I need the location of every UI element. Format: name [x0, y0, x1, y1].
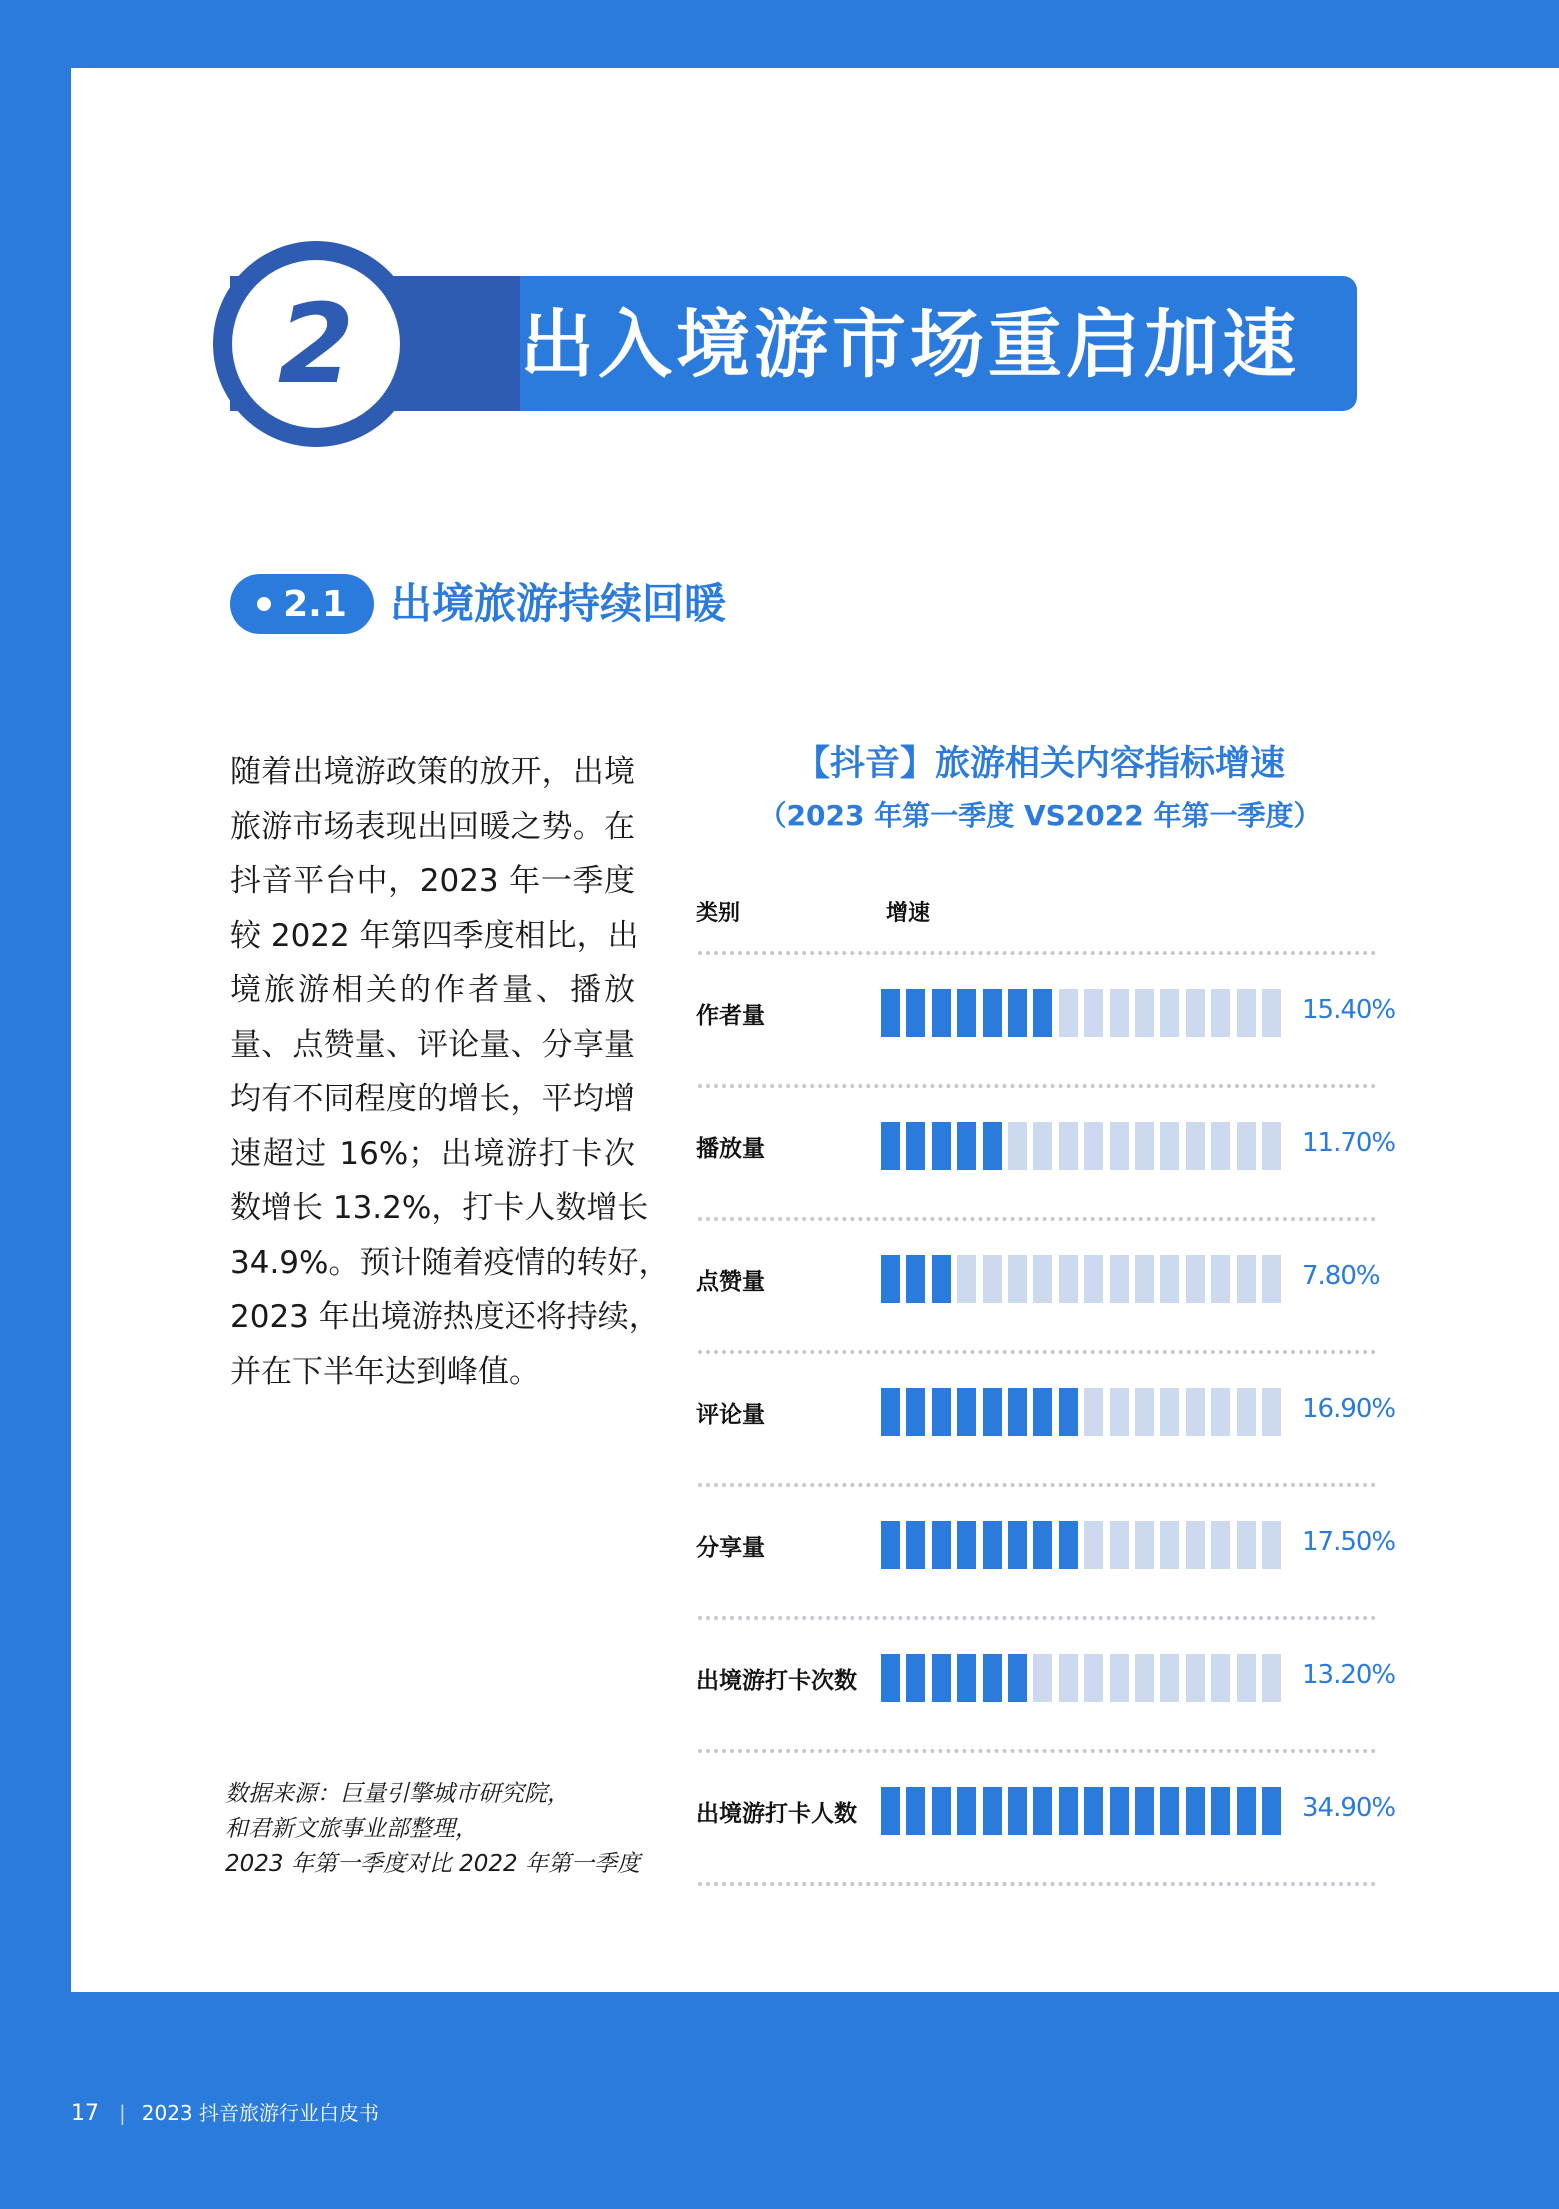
column-header-category: 类别	[696, 901, 741, 926]
bar-segment-empty	[1262, 1388, 1281, 1436]
bar-segment-filled	[906, 1255, 925, 1303]
bar-segment-empty	[1135, 989, 1154, 1037]
bar-segment-empty	[1033, 1122, 1052, 1170]
growth-bar	[881, 1521, 1284, 1569]
document-title: 2023 抖音旅游行业白皮书	[141, 2101, 380, 2125]
bar-segment-empty	[1135, 1388, 1154, 1436]
row-divider	[698, 1483, 1376, 1487]
bar-segment-filled	[1211, 1787, 1230, 1835]
footer-separator: |	[119, 2101, 126, 2125]
bar-segment-filled	[957, 1654, 976, 1702]
bar-segment-filled	[1186, 1787, 1205, 1835]
bar-segment-filled	[957, 1388, 976, 1436]
bar-segment-filled	[983, 989, 1002, 1037]
bar-segment-empty	[1084, 1255, 1103, 1303]
growth-bar	[881, 989, 1284, 1037]
body-line: 较 2022 年第四季度相比，出	[230, 917, 639, 954]
row-divider	[698, 1749, 1376, 1753]
bar-segment-empty	[1110, 1122, 1129, 1170]
bar-segment-empty	[1084, 1388, 1103, 1436]
source-note	[225, 1777, 685, 1882]
row-label: 点赞量	[696, 1269, 765, 1295]
page-number: 17	[71, 2101, 99, 2126]
body-line: 随着出境游政策的放开，出境	[230, 754, 635, 790]
row-divider	[698, 1616, 1376, 1620]
bar-segment-empty	[1084, 1122, 1103, 1170]
bar-segment-filled	[906, 989, 925, 1037]
bar-segment-empty	[1211, 989, 1230, 1037]
bar-segment-filled	[983, 1122, 1002, 1170]
growth-bar	[881, 1654, 1284, 1702]
bar-segment-filled	[1262, 1787, 1281, 1835]
bar-segment-empty	[1211, 1654, 1230, 1702]
bar-segment-empty	[1059, 989, 1078, 1037]
row-value-label: 15.40%	[1302, 995, 1396, 1025]
bar-segment-empty	[1135, 1122, 1154, 1170]
bar-segment-empty	[1135, 1654, 1154, 1702]
bullet-dot-icon	[257, 597, 271, 611]
bar-segment-empty	[1262, 1255, 1281, 1303]
row-divider	[698, 1084, 1376, 1088]
body-line: 量、点赞量、评论量、分享量	[230, 1026, 635, 1063]
bar-segment-filled	[1110, 1787, 1129, 1835]
bar-segment-filled	[1008, 1654, 1027, 1702]
row-value-label: 7.80%	[1302, 1261, 1380, 1291]
bar-segment-empty	[1211, 1521, 1230, 1569]
body-paragraph	[230, 745, 670, 1399]
growth-bar	[881, 1787, 1284, 1835]
bar-segment-empty	[1110, 1388, 1129, 1436]
bar-segment-filled	[1008, 1521, 1027, 1569]
row-divider	[698, 1217, 1376, 1221]
row-label: 评论量	[696, 1402, 765, 1428]
bar-segment-empty	[1033, 1654, 1052, 1702]
section-number: 2.1	[283, 583, 347, 625]
bar-segment-empty	[1186, 1388, 1205, 1436]
bar-segment-empty	[1211, 1122, 1230, 1170]
source-line: 2023 年第一季度对比 2022 年第一季度	[225, 1851, 640, 1877]
chapter-number-badge-inner	[232, 260, 400, 428]
bar-segment-empty	[1110, 1255, 1129, 1303]
bar-segment-filled	[932, 1122, 951, 1170]
bar-segment-filled	[906, 1122, 925, 1170]
bar-segment-filled	[983, 1654, 1002, 1702]
row-label: 分享量	[696, 1535, 765, 1561]
chapter-number: 2	[277, 280, 355, 408]
chapter-title: 出入境游市场重启加速	[520, 302, 1300, 388]
growth-bar	[881, 1122, 1284, 1170]
bar-segment-empty	[1237, 1521, 1256, 1569]
bar-segment-filled	[957, 1787, 976, 1835]
bar-segment-empty	[1237, 1122, 1256, 1170]
bar-segment-filled	[881, 989, 900, 1037]
bar-segment-empty	[1160, 1521, 1179, 1569]
bar-segment-empty	[1186, 1122, 1205, 1170]
bar-segment-empty	[1186, 1255, 1205, 1303]
bar-segment-filled	[1237, 1787, 1256, 1835]
bar-segment-filled	[1033, 1521, 1052, 1569]
bar-segment-empty	[1211, 1388, 1230, 1436]
bar-segment-filled	[881, 1654, 900, 1702]
row-value-label: 34.90%	[1302, 1793, 1396, 1823]
bar-segment-filled	[881, 1388, 900, 1436]
bar-segment-filled	[983, 1388, 1002, 1436]
bar-segment-empty	[1262, 989, 1281, 1037]
bar-segment-filled	[906, 1388, 925, 1436]
bar-segment-empty	[1135, 1521, 1154, 1569]
bar-segment-filled	[983, 1521, 1002, 1569]
section-number-pill	[230, 574, 374, 634]
bar-segment-empty	[1008, 1255, 1027, 1303]
column-header-growth: 增速	[886, 901, 931, 926]
bar-segment-empty	[1160, 1654, 1179, 1702]
bar-segment-filled	[957, 1122, 976, 1170]
bar-segment-empty	[1084, 1654, 1103, 1702]
bar-segment-empty	[1211, 1255, 1230, 1303]
row-label: 出境游打卡次数	[696, 1668, 857, 1694]
bar-segment-filled	[906, 1787, 925, 1835]
bar-segment-empty	[1110, 1654, 1129, 1702]
bar-segment-filled	[932, 1654, 951, 1702]
body-line: 均有不同程度的增长，平均增	[230, 1081, 635, 1117]
row-divider	[698, 1350, 1376, 1354]
bar-segment-empty	[1059, 1122, 1078, 1170]
bar-segment-empty	[1237, 989, 1256, 1037]
bar-segment-empty	[1160, 989, 1179, 1037]
bar-segment-filled	[983, 1787, 1002, 1835]
growth-bar	[881, 1255, 1284, 1303]
bar-segment-empty	[1186, 989, 1205, 1037]
body-line: 数增长 13.2%，打卡人数增长	[230, 1190, 649, 1226]
bar-segment-empty	[1110, 989, 1129, 1037]
row-value-label: 17.50%	[1302, 1527, 1396, 1557]
bar-segment-empty	[983, 1255, 1002, 1303]
bar-segment-filled	[881, 1521, 900, 1569]
bar-segment-filled	[1033, 1388, 1052, 1436]
body-line: 旅游市场表现出回暖之势。在	[230, 808, 635, 845]
bar-segment-filled	[1084, 1787, 1103, 1835]
bar-segment-filled	[932, 1787, 951, 1835]
bar-segment-empty	[1135, 1255, 1154, 1303]
bar-segment-filled	[932, 1388, 951, 1436]
row-divider	[698, 1882, 1376, 1886]
bar-segment-filled	[906, 1654, 925, 1702]
source-line: 和君新文旅事业部整理，	[225, 1816, 478, 1842]
row-value-label: 11.70%	[1302, 1128, 1396, 1158]
body-line: 2023 年出境游热度还将持续，	[230, 1299, 660, 1335]
bar-segment-empty	[1262, 1521, 1281, 1569]
bar-segment-filled	[906, 1521, 925, 1569]
bar-segment-empty	[1084, 989, 1103, 1037]
body-line: 抖音平台中，2023 年一季度	[230, 863, 635, 899]
bar-segment-filled	[881, 1787, 900, 1835]
bar-segment-filled	[1135, 1787, 1154, 1835]
row-label: 作者量	[696, 1003, 765, 1029]
bar-segment-empty	[1262, 1122, 1281, 1170]
row-value-label: 13.20%	[1302, 1660, 1396, 1690]
bar-segment-empty	[1110, 1521, 1129, 1569]
source-line: 数据来源：巨量引擎城市研究院，	[225, 1781, 570, 1807]
section-title: 出境旅游持续回暖	[390, 579, 727, 628]
page-footer	[71, 2098, 379, 2128]
bar-segment-empty	[1160, 1122, 1179, 1170]
bar-segment-filled	[1059, 1388, 1078, 1436]
bar-segment-filled	[1033, 1787, 1052, 1835]
bar-segment-empty	[1160, 1255, 1179, 1303]
bar-segment-filled	[881, 1122, 900, 1170]
row-label: 播放量	[696, 1136, 765, 1162]
bar-segment-filled	[957, 1521, 976, 1569]
body-line: 34.9%。预计随着疫情的转好，	[230, 1244, 670, 1281]
growth-bar	[881, 1388, 1284, 1436]
bar-segment-filled	[932, 1255, 951, 1303]
bar-segment-empty	[1186, 1521, 1205, 1569]
bar-segment-filled	[1059, 1521, 1078, 1569]
bar-segment-empty	[1059, 1654, 1078, 1702]
row-value-label: 16.90%	[1302, 1394, 1396, 1424]
bar-segment-filled	[932, 989, 951, 1037]
bar-segment-empty	[1237, 1388, 1256, 1436]
bar-segment-empty	[1008, 1122, 1027, 1170]
bar-segment-filled	[881, 1255, 900, 1303]
bar-segment-empty	[1160, 1388, 1179, 1436]
bar-segment-filled	[1008, 989, 1027, 1037]
bar-segment-filled	[1008, 1787, 1027, 1835]
body-line: 境旅游相关的作者量、播放	[230, 972, 635, 1008]
bar-segment-filled	[932, 1521, 951, 1569]
bar-segment-filled	[1059, 1787, 1078, 1835]
body-line: 并在下半年达到峰值。	[230, 1353, 540, 1390]
bar-segment-empty	[957, 1255, 976, 1303]
bar-segment-empty	[1033, 1255, 1052, 1303]
body-line: 速超过 16%；出境游打卡次	[230, 1135, 635, 1172]
bar-segment-filled	[1033, 989, 1052, 1037]
bar-segment-empty	[1186, 1654, 1205, 1702]
row-divider	[698, 951, 1376, 955]
bar-segment-empty	[1059, 1255, 1078, 1303]
bar-segment-empty	[1237, 1255, 1256, 1303]
bar-segment-empty	[1262, 1654, 1281, 1702]
bar-segment-empty	[1084, 1521, 1103, 1569]
bar-segment-filled	[1160, 1787, 1179, 1835]
bar-segment-filled	[1008, 1388, 1027, 1436]
bar-segment-filled	[957, 989, 976, 1037]
chart-title: 【抖音】旅游相关内容指标增速	[794, 744, 1285, 784]
row-label: 出境游打卡人数	[696, 1801, 857, 1827]
chart-subtitle: （2023 年第一季度 VS2022 年第一季度）	[758, 799, 1322, 832]
bar-segment-empty	[1237, 1654, 1256, 1702]
